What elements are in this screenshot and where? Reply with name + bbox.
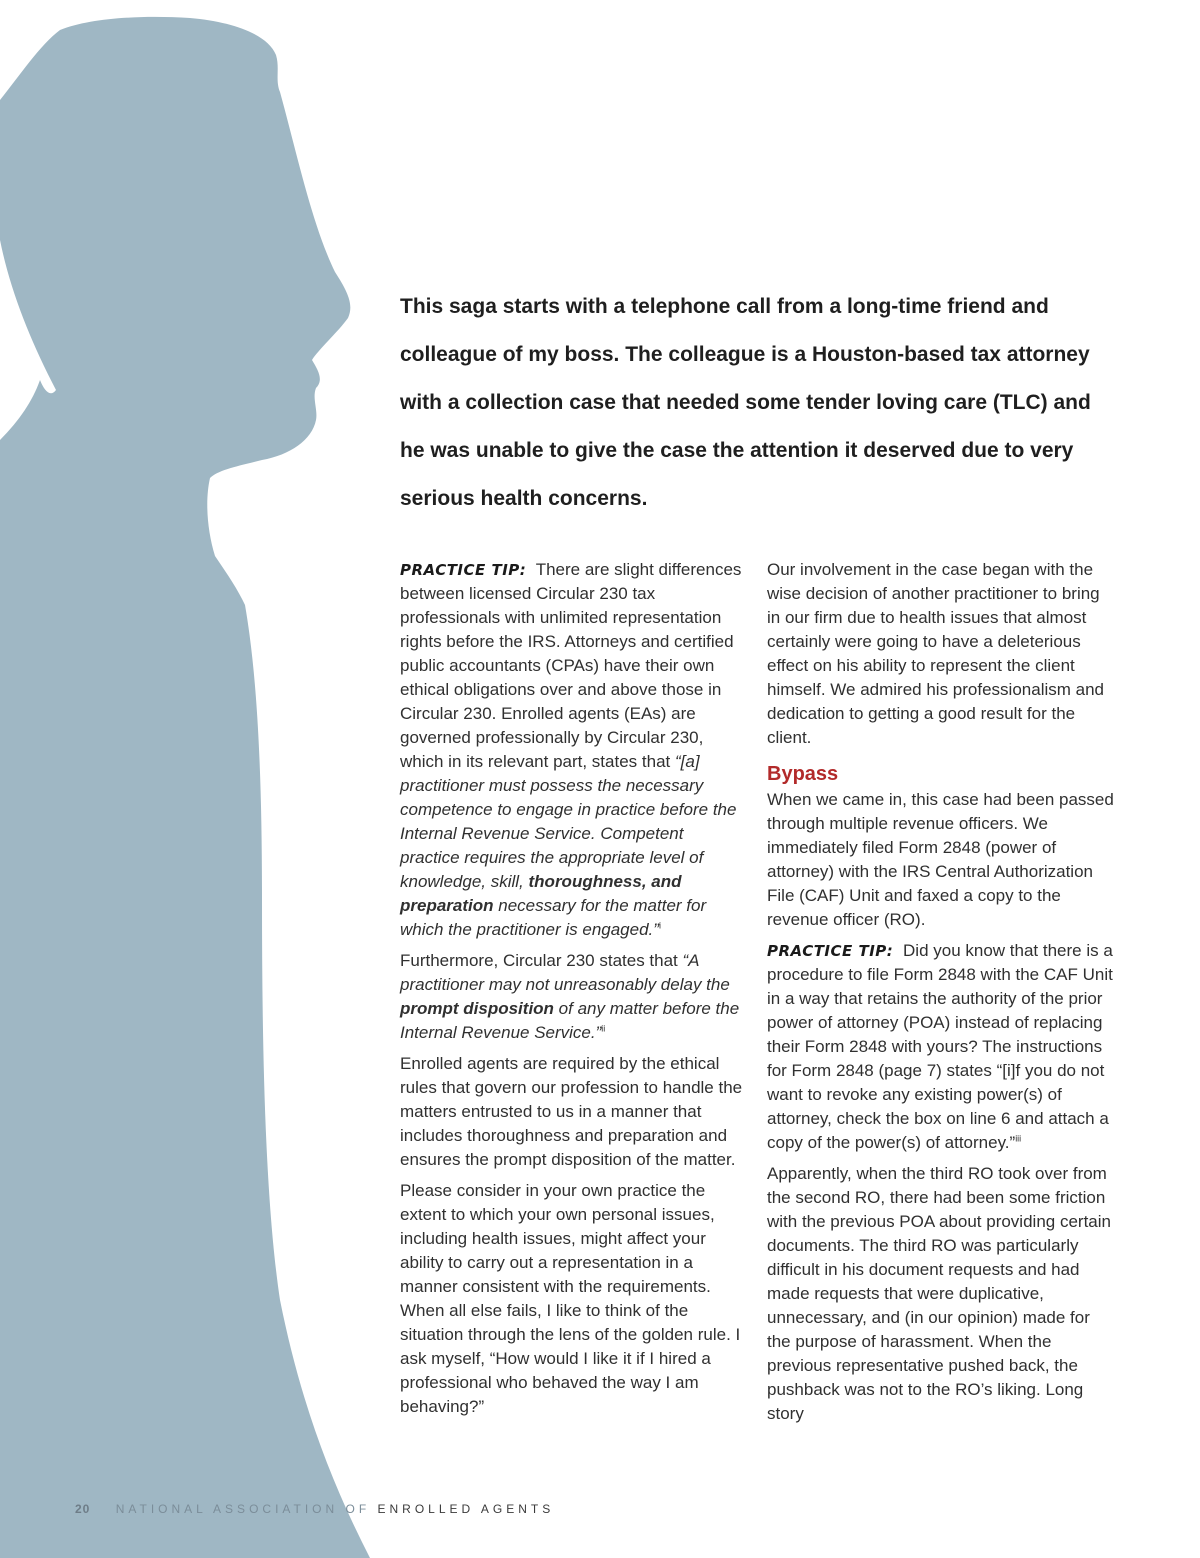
practice-tip-label: PRACTICE TIP: (400, 561, 527, 579)
circular-230-quote: “A practitioner may not unreasonably delay the (400, 951, 730, 994)
endnote-ref: ii (601, 1023, 606, 1034)
circular-230-quote-end: necessary for the matter for which the practitioner is engaged.” (400, 896, 707, 939)
intro-line: colleague of my boss. The colleague is a Houston-based tax attorney (400, 343, 1090, 366)
paragraph-text: Furthermore, Circular 230 states that (400, 951, 678, 970)
endnote-ref: i (658, 920, 661, 931)
section-heading: Bypass (767, 763, 839, 785)
practice-tip-paragraph (767, 939, 1117, 1155)
left-column (400, 558, 745, 1426)
body-paragraph: When we came in, this case had been passed through multiple revenue officers. We immediately filed Form 2848 (power of attorney) with the IRS Central Authorization File (CAF) Unit and faxed a copy to the revenue officer (RO). (767, 790, 1114, 929)
intro-line: with a collection case that needed some tender loving care (TLC) and (400, 391, 1091, 414)
body-paragraph: Our involvement in the case began with the wise decision of another practitioner to bring in our firm due to health issues that almost certainly were going to have a deleterious effect on his ability to represent the client himself. We admired his professionalism and dedication to getting a good result for the client. (767, 560, 1104, 747)
body-paragraph: Please consider in your own practice the extent to which your own personal issues, including health issues, might affect your ability to carry out a representation in a manner consistent with the requirements. When all else fails, I like to think of the situation through the lens of the golden rule. I ask myself, “How would I like it if I hired a professional who behaved the way I am behaving?” (400, 1181, 741, 1416)
practice-tip-text: There are slight differences between licensed Circular 230 tax professionals with unlimited representation rights before the IRS. Attorneys and certified public accountants (CPAs) have their own ethical obligations over and above those in Circular 230. Enrolled agents (EAs) are governed professionally by Circular 230, which in its relevant part, states that (400, 560, 742, 771)
publication-name: NATIONAL ASSOCIATION OF (115, 1502, 371, 1516)
body-paragraph: Enrolled agents are required by the ethical rules that govern our profession to handle the matters entrusted to us in a manner that includes thoroughness and preparation and ensures the prompt disposition of the matter. (400, 1054, 743, 1169)
page-footer (75, 1502, 554, 1516)
endnote-ref: iii (1015, 1133, 1022, 1144)
right-column (767, 558, 1117, 1433)
practice-tip-label: PRACTICE TIP: (767, 942, 894, 960)
circular-230-quote: “[a] practitioner must possess the necessary competence to engage in practice before the Internal Revenue Service. Competent practice requires the appropriate level of knowledge, skill, (400, 752, 737, 891)
practice-tip-paragraph (400, 558, 745, 942)
practice-tip-text: Did you know that there is a procedure to file Form 2848 with the CAF Unit in a way that retains the authority of the prior power of attorney (POA) instead of replacing their Form 2848 with yours? The instructions for Form 2848 (page 7) states “[i]f you do not want to revoke any existing power(s) of attorney, check the box on line 6 and attach a copy of the power(s) of attorney.” (767, 941, 1113, 1152)
circular-230-quote-end: of any matter before the Internal Revenue Service.” (400, 999, 740, 1042)
publication-name-end: ENROLLED AGENTS (377, 1502, 555, 1516)
intro-line: This saga starts with a telephone call from a long-time friend and (400, 295, 1049, 318)
body-paragraph (400, 949, 745, 1045)
quote-emphasis: thoroughness, and preparation (400, 872, 682, 915)
intro-line: he was unable to give the case the attention it deserved due to very (400, 439, 1074, 462)
body-paragraph: Apparently, when the third RO took over from the second RO, there had been some friction with the previous POA about providing certain documents. The third RO was particularly difficult in his document requests and had made requests that were duplicative, unnecessary, and (in our opinion) made for the purpose of harassment. When the previous representative pushed back, the pushback was not to the RO’s liking. Long story (767, 1164, 1111, 1423)
page-number: 20 (75, 1502, 91, 1516)
intro-paragraph (400, 283, 1100, 523)
quote-emphasis: prompt disposition (400, 999, 554, 1018)
intro-line: serious health concerns. (400, 487, 648, 510)
